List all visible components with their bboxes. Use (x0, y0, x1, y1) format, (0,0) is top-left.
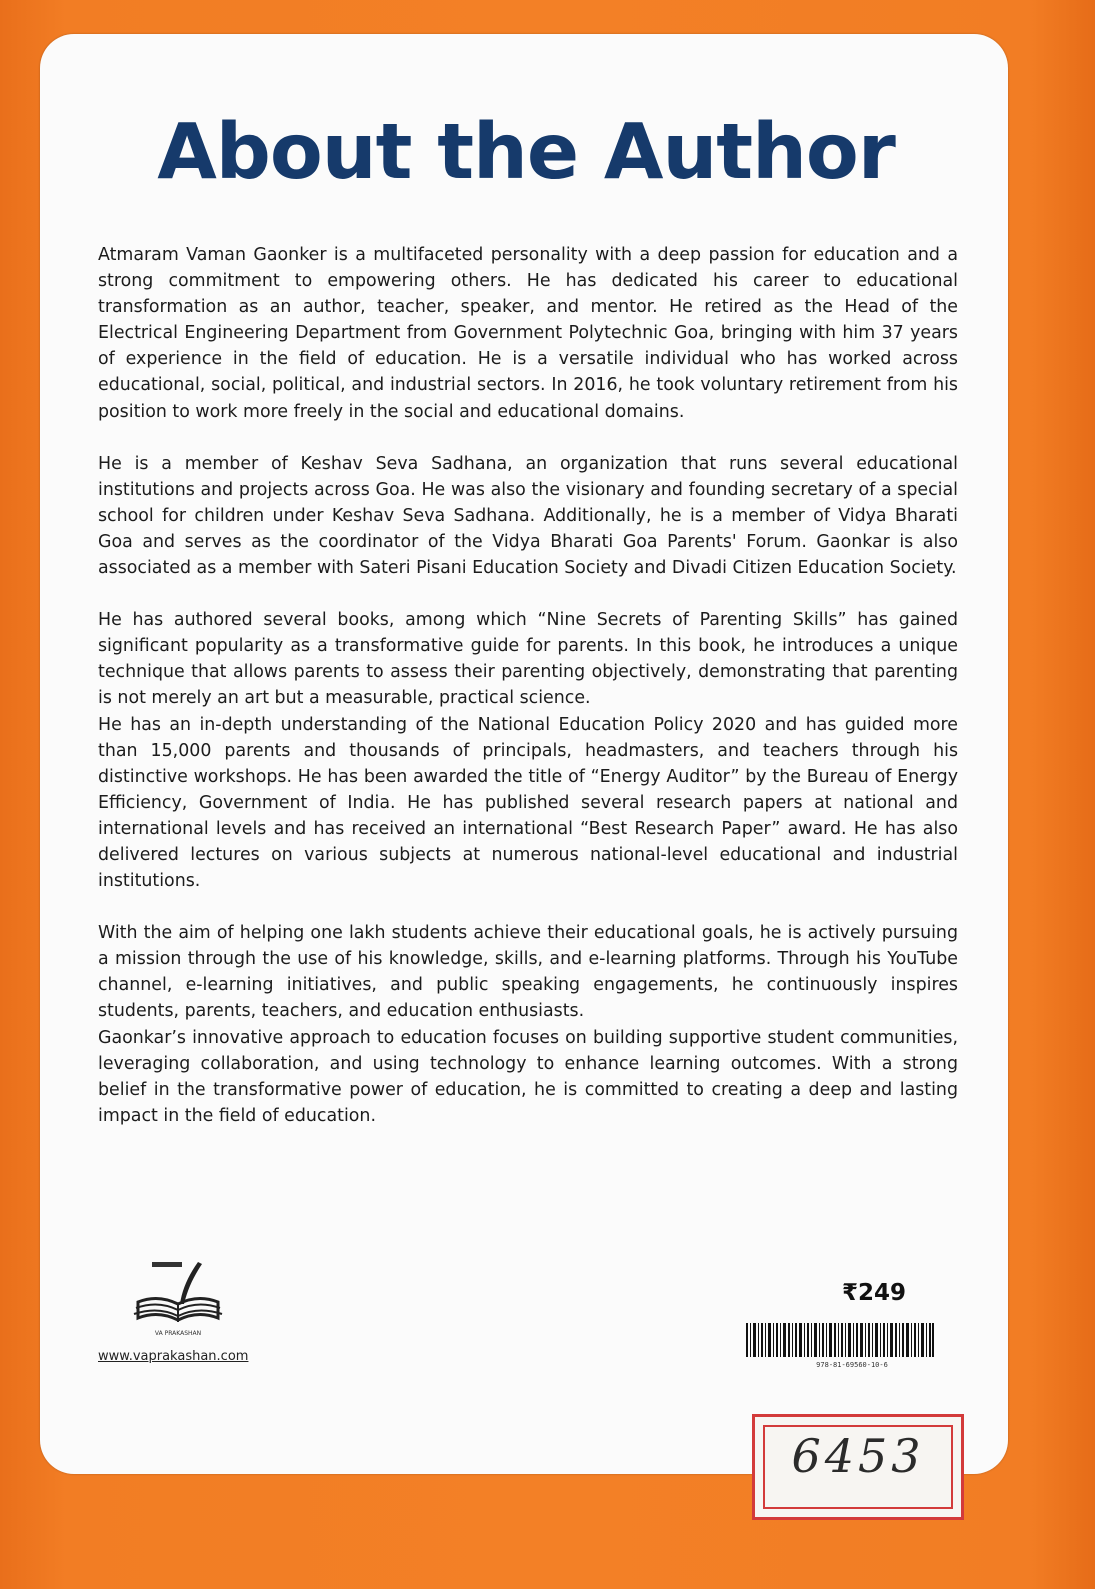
library-stamp (752, 1414, 964, 1520)
publisher-logo-text: VA PRAKASHAN (154, 1330, 202, 1337)
bio-paragraph: Atmaram Vaman Gaonker is a multifaceted personality with a deep passion for education and a strong commitment to empowering others. He has dedicated his career to educational transformation as an author, teacher, speaker, and mentor. He retired as the Head of the Electrical Engineering Department from Government Polytechnic Goa, bringing with him 37 years of experience in the field of education. He is a versatile individual who has worked across educational, social, political, and industrial sectors. In 2016, he took voluntary retirement from his position to work more freely in the social and educational domains. (98, 245, 958, 422)
bio-paragraph: With the aim of helping one lakh students achieve their educational goals, he is actively pursuing a mission through the use of his knowledge, skills, and e-learning platforms. Through his YouTube channel, e-learning initiatives, and public speaking engagements, he continuously inspires students, parents, teachers, and education enthusiasts. (98, 923, 958, 1022)
bio-paragraph: He has an in-depth understanding of the National Education Policy 2020 and has guided more than 15,000 parents and thousands of principals, headmasters, and teachers through his distinctive workshops. He has been awarded the title of “Energy Auditor” by the Bureau of Energy Efficiency, Government of India. He has published several research papers at national and international levels and has received an international “Best Research Paper” award. He has also delivered lectures on various subjects at numerous national-level educational and industrial institutions. (98, 714, 958, 892)
price-label: ₹249 (842, 1280, 907, 1306)
stamp-number: 6453 (791, 1429, 925, 1483)
isbn-number: 978-81-69560-10-6 (816, 1361, 888, 1369)
barcode-icon (746, 1323, 934, 1357)
author-biography (98, 242, 958, 1155)
bio-paragraph: He has authored several books, among which “Nine Secrets of Parenting Skills” has gained significant popularity as a transformative guide for parents. In this book, he introduces a unique technique that allows parents to assess their parenting objectively, demonstrating that parenting is not merely an art but a measurable, practical science. (98, 610, 958, 709)
bio-paragraph: He is a member of Keshav Seva Sadhana, an organization that runs several educational institutions and projects across Goa. He was also the visionary and founding secretary of a special school for children under Keshav Seva Sadhana. Additionally, he is a member of Vidya Bharati Goa and serves as the coordinator of the Vidya Bharati Goa Parents' Forum. Gaonkar is also associated as a member with Sateri Pisani Education Society and Divadi Citizen Education Society. (98, 453, 958, 579)
publisher-website-link[interactable]: www.vaprakashan.com (98, 1349, 249, 1364)
bio-paragraph: Gaonkar’s innovative approach to education focuses on building supportive student communities, leveraging collaboration, and using technology to enhance learning outcomes. With a strong belief in the transformative power of education, he is committed to creating a deep and lasting impact in the field of education. (98, 1027, 958, 1126)
publisher-logo (128, 1258, 228, 1340)
page-title: About the Author (157, 108, 895, 197)
open-book-quill-icon (128, 1258, 228, 1340)
